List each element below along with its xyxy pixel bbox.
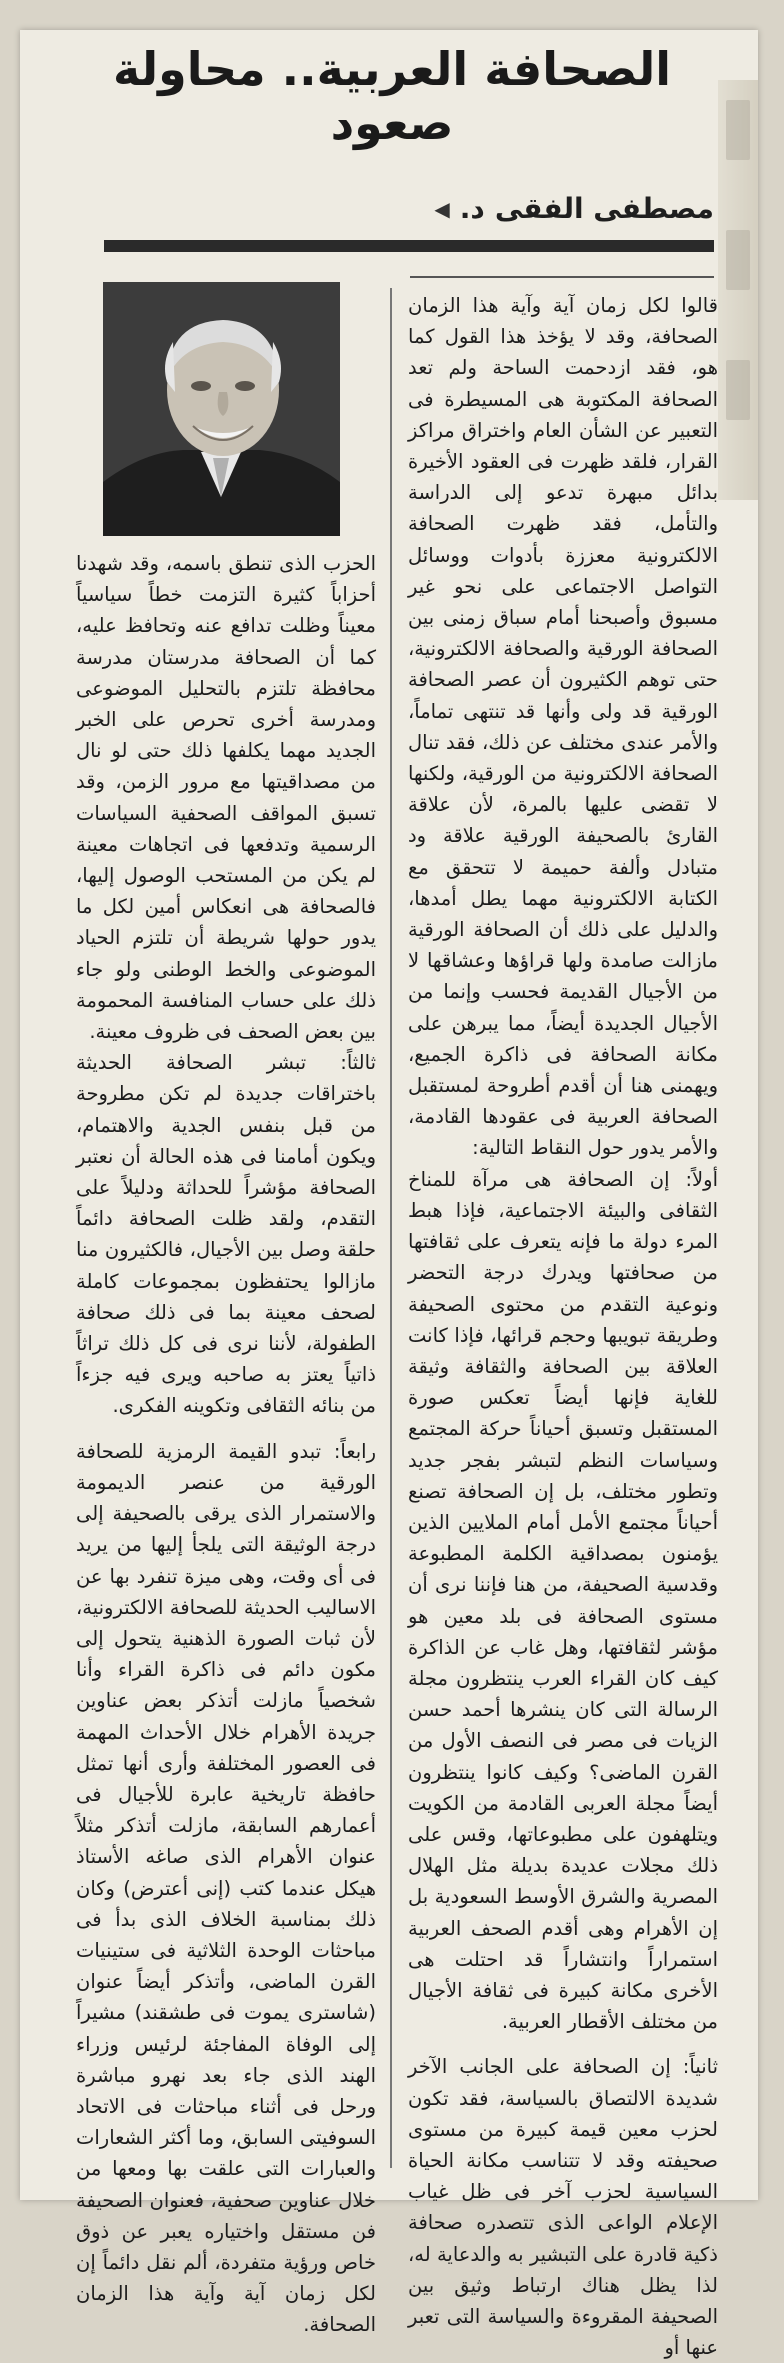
strip-text-block — [726, 360, 750, 420]
paragraph-third-point: ثالثاً: تبشر الصحافة الحديثة باختراقات جديدة لم تكن مطروحة من قبل بنفس الجدية والاهتمام، ويكون أمامنا فى هذه الحالة أن نعتبر الصحافة مؤشراً للحداثة ودليلاً على التقدم، ولقد ظلت الصحافة دائماً حلقة وصل بين الأجيال، فالكثيرون منا مازالوا يحتفظون بمجموعات كاملة لصحف معينة بما فى ذلك صحافة الطفولة، لأننا نرى فى كل ذلك تراثاً ذاتياً يعتز به صاحبه ويرى فيه جزءاً من بنائه الثقافى وتكوينه الفكرى. — [76, 1051, 376, 1418]
article-headline: الصحافة العربية.. محاولة صعود — [112, 42, 672, 150]
column-divider — [390, 288, 392, 2168]
paragraph-intro: قالوا لكل زمان آية وآية هذا الزمان الصحافة، وقد لا يؤخذ هذا القول كما هو، فقد ازدحمت الساحة ولم تعد الصحافة المكتوبة هى المسيطرة فى التعبير عن الشأن العام واختراق مراكز القرار، فلقد ظهرت فى العقود الأخيرة بدائل مبهرة تدعو إلى الدراسة والتأمل، فقد ظهرت الصحافة الالكترونية معززة بأدوات ووسائل التواصل الاجتماعى على نحو غير مسبوق وأصبحنا أمام سباق زمنى بين الصحافة الورقية والصحافة الالكترونية، حتى توهم الكثيرون أن عصر الصحافة الورقية قد ولى وأنها قد تنتهى تماماً، والأمر عندى مختلف عن ذلك، فقد تنال الصحافة الالكترونية من الورقية، ولكنها لا تقضى عليها بالمرة، لأن علاقة القارئ بالصحيفة الورقية علاقة ود متبادل وألفة حميمة لا تتحقق مع الكتابة الالكترونية مهما يطل أمدها، والدليل على ذلك أن الصحافة الورقية مازالت صامدة ولها قراؤها وعشاقها لا من الأجيال القديمة فحسب وإنما من الأجيال الجديدة أيضاً، مما يبرهن على مكانة الصحافة فى ذاكرة الجميع، ويهمنى هنا أن أقدم أطروحة لمستقبل الصحافة العربية فى عقودها القادمة، والأمر يدور حول النقاط التالية: — [408, 294, 718, 1160]
byline-rule — [104, 240, 714, 252]
byline — [434, 192, 714, 225]
strip-text-block — [726, 100, 750, 160]
column-top-rule — [410, 276, 714, 278]
article-column-left — [76, 548, 376, 2341]
paragraph-second-point: ثانياً: إن الصحافة على الجانب الآخر شديدة الالتصاق بالسياسة، فقد تكون لحزب معين قيمة كبيرة من مستوى صحيفته وقد لا تتناسب مكانة الحياة السياسية لحزب آخر فى ظل غياب الإعلام الواعى الذى تتصدره صحافة ذكية قادرة على التبشير به والدعاية له، لذا يظل هناك ارتباط وثيق بين الصحيفة المقروءة والسياسة التى تعبر عنها أو — [408, 2055, 718, 2360]
article-column-right — [408, 290, 718, 2363]
adjacent-page-strip — [718, 80, 758, 500]
strip-text-block — [726, 230, 750, 290]
author-photo — [103, 282, 340, 536]
paragraph-continuation: الحزب الذى تنطق باسمه، وقد شهدنا أحزاباً كثيرة التزمت خطاً سياسياً معيناً وظلت تدافع عنه وتحافظ عليه، كما أن الصحافة مدرستان مدرسة محافظة تلتزم بالتحليل الموضوعى ومدرسة أخرى تحرص على الخبر الجديد مهما يكلفها ذلك حتى لو نال من مصداقيتها مع مرور الزمن، وقد تسبق المواقف الصحفية السياسات الرسمية وتدفعها فى اتجاهات معينة لم يكن من المستحب الوصول إليها، فالصحافة هى انعكاس أمين لكل ما يدور حولها شريطة أن تلتزم الحياد الموضوعى والخط الوطنى ولو جاء ذلك على حساب المنافسة المحمومة بين بعض الصحف فى ظروف معينة. — [76, 552, 376, 1044]
triangle-marker-icon: ◀ — [434, 196, 450, 221]
byline-prefix: د. — [459, 192, 485, 225]
paragraph-fourth-point: رابعاً: تبدو القيمة الرمزية للصحافة الورقية من عنصر الديمومة والاستمرار الذى يرقى بالصحيفة إلى درجة الوثيقة التى يلجأ إليها من يريد فى أى وقت، وهى ميزة تنفرد بها عن الاساليب الحديثة للصحافة الالكترونية، لأن ثبات الصورة الذهنية يتحول إلى مكون دائم فى ذاكرة القراء وأنا شخصياً مازلت أتذكر بعض عناوين جريدة الأهرام خلال الأحداث المهمة فى العصور المختلفة وأرى أنها تمثل حافظة تاريخية عابرة للأجيال فى أعمارهم السابقة، مازلت أتذكر مثلاً عنوان الأهرام الذى صاغه الأستاذ هيكل عندما كتب (إنى أعترض) وكان ذلك بمناسبة الخلاف الذى بدأ فى مباحثات الوحدة الثلاثية فى ستينيات القرن الماضى، وأتذكر أيضاً عنوان (شاسترى يموت فى طشقند) مشيراً إلى الوفاة المفاجئة لرئيس وزراء الهند الذى جاء بعد نهرو مباشرة ورحل فى أثناء مباحثات فى الاتحاد السوفيتى السابق، وما أكثر الشعارات والعبارات التى علقت بها ومعها من خلال عناوين صحفية، فعنوان الصحيفة فن مستقل واختياره يعبر عن ذوق خاص ورؤية متفردة، ألم نقل دائماً إن لكل زمان آية وآية هذا الزمان الصحافة. — [76, 1439, 376, 2337]
paragraph-first-point: أولاً: إن الصحافة هى مرآة للمناخ الثقافى والبيئة الاجتماعية، فإذا هبط المرء دولة ما فإنه يتعرف على ثقافتها من صحافتها ويدرك درجة التحضر ونوعية التقدم من محتوى الصحيفة وطريقة تبويبها وحجم قرائها، فإذا كانت العلاقة بين الصحافة والثقافة وثيقة للغاية فإنها أيضاً تعكس صورة المستقبل وتسبق أحياناً حركة المجتمع وسياسات النظم لتبشر بفجر جديد وتطور مختلف، بل إن الصحافة تصنع أحياناً مجتمع الأمل أمام الملايين الذين يؤمنون بمصداقية الكلمة المطبوعة وقدسية الصحيفة، من هنا فإننا نرى أن مستوى الصحافة فى بلد معين هو مؤشر لثقافتها، وهل غاب عن الذاكرة كيف كان القراء العرب ينتظرون مجلة الرسالة التى كان ينشرها أحمد حسن الزيات فى مصر فى النصف الأول من القرن الماضى؟ وكيف كانوا ينتظرون أيضاً مجلة العربى القادمة من الكويت ويتلهفون على مطبوعاتها، وقس على ذلك مجلات عديدة بديلة مثل الهلال المصرية والشرق الأوسط السعودية بل إن الأهرام وهى أقدم الصحف العربية استمراراً وانتشاراً قد احتلت هى الأخرى مكانة كبيرة فى ثقافة الأجيال من مختلف الأقطار العربية. — [408, 1167, 718, 2034]
author-name: مصطفى الفقى — [494, 192, 714, 225]
portrait-icon — [103, 282, 340, 536]
